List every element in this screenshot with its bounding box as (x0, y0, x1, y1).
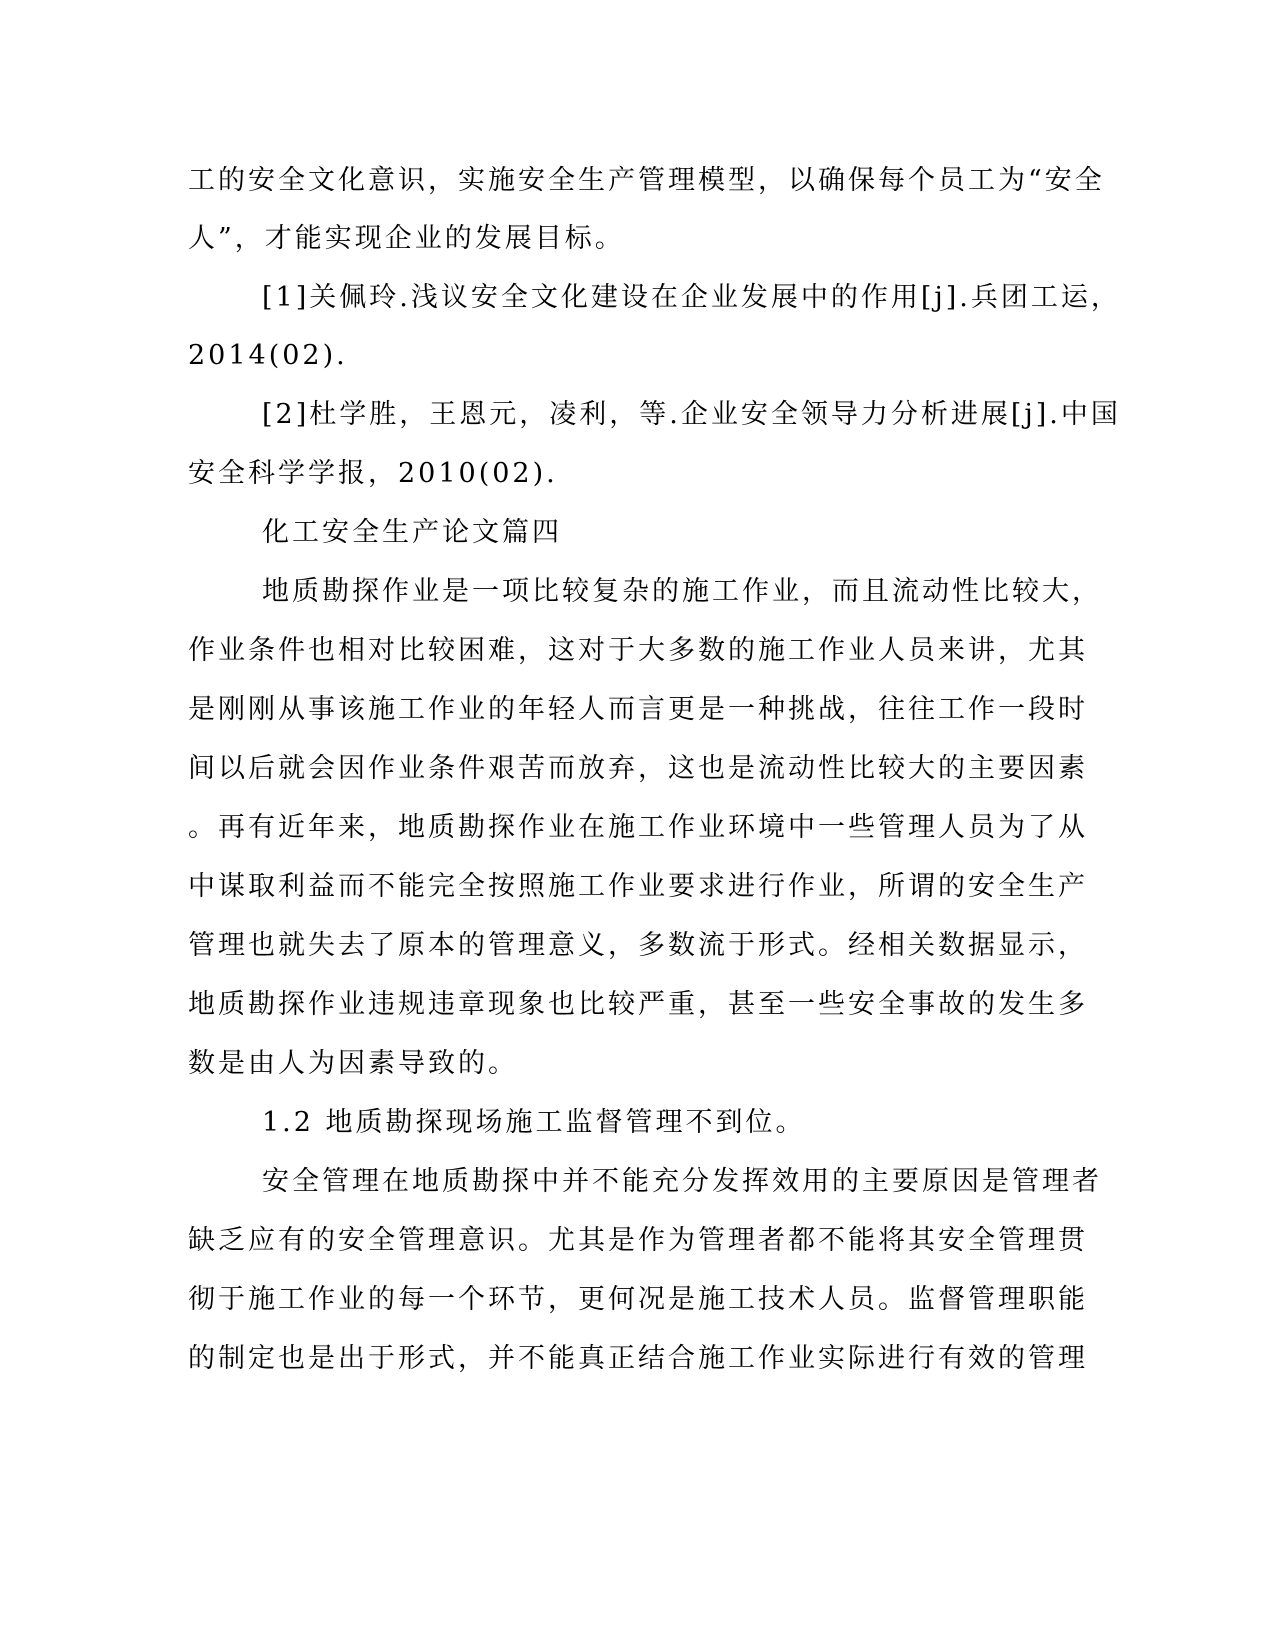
reference-entry-1: [1]关佩玲.浅议安全文化建设在企业发展中的作用[j].兵团工运， (262, 282, 1121, 313)
subsection-heading: 1.2 地质勘探现场施工监督管理不到位。 (262, 1107, 806, 1138)
reference-entry-1-continued: 2014(02). (188, 340, 348, 371)
body-text-line: 管理也就失去了原本的管理意义，多数流于形式。经相关数据显示， (188, 930, 1088, 961)
body-text-line: 是刚刚从事该施工作业的年轻人而言更是一种挑战，往往工作一段时 (188, 694, 1088, 725)
body-text-line: 地质勘探作业是一项比较复杂的施工作业，而且流动性比较大， (262, 576, 1102, 607)
body-text-line: 作业条件也相对比较困难，这对于大多数的施工作业人员来讲，尤其 (188, 635, 1088, 666)
reference-entry-2-continued: 安全科学学报，2010(02). (188, 458, 558, 489)
body-text-line: 中谋取利益而不能完全按照施工作业要求进行作业，所谓的安全生产 (188, 871, 1088, 902)
body-text-line: 的制定也是出于形式，并不能真正结合施工作业实际进行有效的管理 (188, 1343, 1088, 1374)
body-text-line: 地质勘探作业违规违章现象也比较严重，甚至一些安全事故的发生多 (188, 989, 1088, 1020)
body-text-line: 彻于施工作业的每一个环节，更何况是施工技术人员。监督管理职能 (188, 1284, 1088, 1315)
body-text-line: 人”，才能实现企业的发展目标。 (188, 223, 625, 254)
body-text-line: 安全管理在地质勘探中并不能充分发挥效用的主要原因是管理者 (262, 1166, 1102, 1197)
body-text-line: 。再有近年来，地质勘探作业在施工作业环境中一些管理人员为了从 (188, 812, 1088, 843)
reference-entry-2: [2]杜学胜，王恩元，凌利，等.企业安全领导力分析进展[j].中国 (262, 399, 1121, 430)
section-heading: 化工安全生产论文篇四 (262, 517, 562, 548)
body-text-line: 数是由人为因素导致的。 (188, 1048, 518, 1079)
body-text-line: 缺乏应有的安全管理意识。尤其是作为管理者都不能将其安全管理贯 (188, 1225, 1088, 1256)
body-text-line: 工的安全文化意识，实施安全生产管理模型，以确保每个员工为“安全 (188, 165, 1105, 196)
body-text-line: 间以后就会因作业条件艰苦而放弃，这也是流动性比较大的主要因素 (188, 753, 1088, 784)
